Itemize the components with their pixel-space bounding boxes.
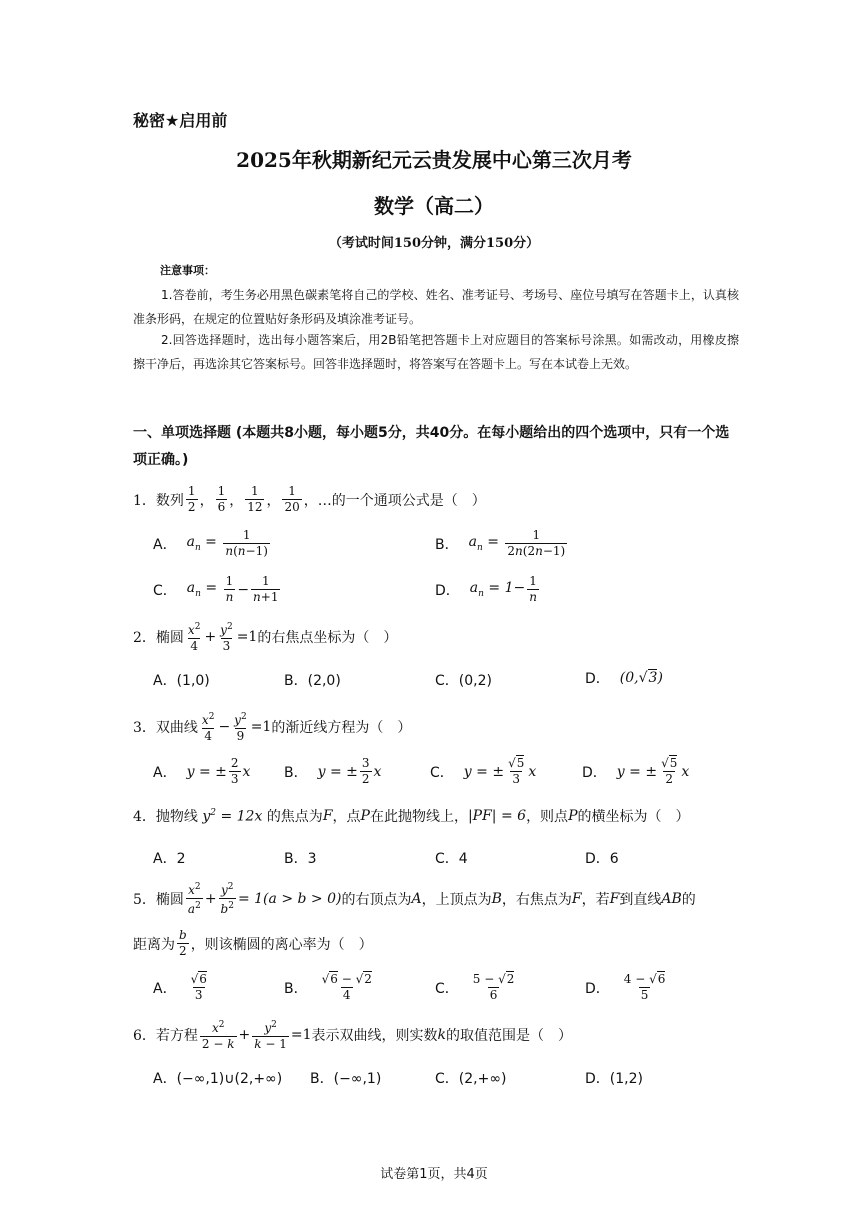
- option-d[interactable]: D． $a_n = 1-$ $\frac{1}{n}$: [435, 574, 537, 604]
- option-a[interactable]: A． $\frac{√6}{3}$: [153, 972, 207, 1002]
- option-c[interactable]: C． $a_n$ = $\frac{1}{n}$ − $\frac{1}{n+1}$: [153, 574, 279, 604]
- fraction: $\frac{1}{20}$: [284, 484, 300, 514]
- option-b[interactable]: B． $\frac{√6 - √2}{4}$: [284, 972, 372, 1002]
- option-d[interactable]: D．6: [585, 851, 619, 867]
- option-b[interactable]: B．3: [284, 851, 317, 867]
- notice-item-1: 1.答卷前，考生务必用黑色碳素笔将自己的学校、姓名、准考证号、考场号、座位号填写在答题卡上，认真核准条形码，在规定的位置贴好条形码及填涂准考证号。: [133, 288, 739, 326]
- notice-item-2: 2.回答选择题时，选出每小题答案后，用2B铅笔把答题卡上对应题目的答案标号涂黑。如需改动，用橡皮擦擦干净后，再选涂其它答案标号。回答非选择题时，将答案写在答题卡上。写在本试卷上无效。: [133, 333, 739, 371]
- option-a[interactable]: A．(−∞,1)∪(2,+∞): [153, 1071, 283, 1087]
- time-info: （考试时间150分钟，满分150分）: [328, 236, 540, 251]
- fraction: $\frac{1}{6}$: [217, 484, 226, 514]
- question-5-line-2: 距离为 $\frac{b}{2}$ ，则该椭圆的离心率为（ ）: [133, 928, 373, 958]
- fraction: $\frac{1}{12}$: [247, 484, 263, 514]
- exam-title: 2025年秋期新纪元云贵发展中心第三次月考: [236, 148, 632, 172]
- option-d[interactable]: D． (0,√3): [585, 670, 663, 687]
- option-c[interactable]: C．4: [435, 851, 468, 867]
- question-5: 5． 椭圆 $\frac{x^2}{a^2}$ + $\frac{y^2}{b^2}$ = 1(a > b > 0) 的右顶点为 A ，上顶点为 B ，右焦点为 F ，若 F 到直线 AB 的: [133, 882, 696, 916]
- option-a[interactable]: A．(1,0): [153, 673, 210, 689]
- question-text: 数列: [155, 492, 184, 509]
- subject-title: 数学（高二）: [374, 194, 494, 218]
- fraction: $\frac{1}{2}$: [187, 484, 196, 514]
- option-d[interactable]: D．(1,2): [585, 1071, 643, 1087]
- option-c[interactable]: C． $\frac{5 - √2}{6}$: [435, 972, 515, 1002]
- section-title: 一、单项选择题 (本题共8小题，每小题5分，共40分。在每小题给出的四个选项中，只有一个选项正确。): [133, 425, 730, 468]
- secret-label: 秘密★启用前: [133, 111, 228, 130]
- option-c[interactable]: C． y = ± $\frac{√5}{3}$ x: [430, 756, 537, 786]
- option-d[interactable]: D． y = ± $\frac{√5}{2}$ x: [582, 756, 690, 786]
- option-c[interactable]: C．(2,+∞): [435, 1071, 507, 1087]
- option-b[interactable]: B． $a_n$ = $\frac{1}{2n(2n-1)}$: [435, 528, 566, 558]
- option-a[interactable]: A． y = ± $\frac{2}{3}$ x: [153, 756, 251, 786]
- question-3: 3． 双曲线 $\frac{x^2}{4}$ − $\frac{y^2}{9}$ =1 的渐近线方程为（ ）: [133, 712, 412, 743]
- page-footer: 试卷第1页，共4页: [380, 1167, 488, 1182]
- question-text: ，…的一个通项公式是（ ）: [303, 492, 486, 509]
- option-b[interactable]: B．(2,0): [284, 673, 341, 689]
- option-c[interactable]: C．(0,2): [435, 673, 492, 689]
- question-1: 1． 数列 $\frac{1}{2}$ ， $\frac{1}{6}$ ， $\frac{1}{12}$ ， $\frac{1}{20}$ ，…的一个通项公式是（ ）: [133, 484, 486, 514]
- option-d[interactable]: D． $\frac{4 - √6}{5}$: [585, 972, 666, 1002]
- option-a[interactable]: A．2: [153, 851, 186, 867]
- question-6: 6． 若方程 $\frac{x^2}{2 - k}$ + $\frac{y^2}{k - 1}$ =1 表示双曲线，则实数 k 的取值范围是（ ）: [133, 1020, 572, 1051]
- option-b[interactable]: B．(−∞,1): [310, 1071, 382, 1087]
- option-a[interactable]: A． $a_n$ = $\frac{1}{n(n-1)}$: [153, 528, 268, 558]
- question-number: 1．: [133, 492, 156, 509]
- option-b[interactable]: B． y = ± $\frac{3}{2}$ x: [284, 756, 382, 786]
- notice-heading: 注意事项：: [160, 264, 215, 277]
- question-4: 4． 抛物线 $y^2 = 12x$ 的焦点为 F ，点 P 在此抛物线上， |PF| = 6 ，则点 P 的横坐标为（ ）: [133, 807, 690, 825]
- question-2: 2． 椭圆 $\frac{x^2}{4}$ + $\frac{y^2}{3}$ =1 的右焦点坐标为（ ）: [133, 622, 398, 653]
